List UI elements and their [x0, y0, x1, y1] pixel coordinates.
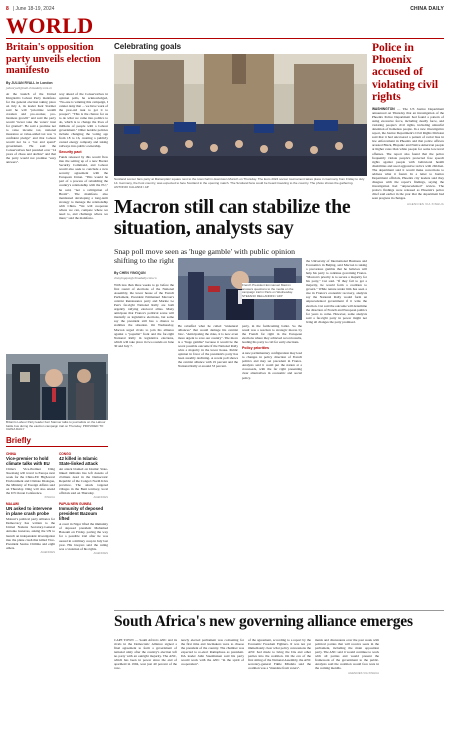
macron-body-col3: party, in the forthcoming ballot. So the result was a reaction to strategic moves by the French far right in the European elections where they achieved record results, leading his party to call for early elections.: [242, 324, 302, 345]
sa-divider: [114, 610, 444, 611]
brief-headline: UN asked to intervene in plane crash probe: [6, 506, 53, 517]
munich-fans-photo: [114, 54, 367, 176]
briefly-col-left: [6, 450, 55, 557]
macron-body-col4: the University of International Business and Economics in Beijing, said Macron is taking a precarious gamble that he believes will help his party to continue governing France. "Macron's priority is to secure a majority for his party," Cui said. "If they fail to get a majority, he would form a coalition to govern." While tenure under him has seen a rise in France's economic recovery, analysts say the National Rally would form an unprecedented government if it wins the election. Cui said the outcome will determine the direction of French and European politics for years to come. However, some analysts said a far-right party in power might not bring all changes the party promised.: [306, 259, 367, 324]
macron-deck: Snap poll move seen as 'huge gamble' with public opinion shifting to the right: [114, 247, 296, 265]
page-number: 8: [6, 6, 9, 12]
brief-text: China's Vice-Premier Ding Xuexiang will travel to Europe next week for the China-EU High-level Environment and Climate Dialogue, the Ministry of Foreign Affairs said on Thursday. Ding will also attend the UN Ocean Conference.: [6, 467, 55, 496]
sa-body-col4: ments and discussions over the past week with political parties that will receive seats in the parliament, including the main opposition party. The ANC said it would continue to work with all parties and would present the framework of the government to the public. Analysts said the coalition would face tests in the coming months.: [315, 638, 379, 671]
brief-agency: AGENCIES: [93, 495, 108, 500]
brief-headline: 42 killed in Islamic State-linked attack: [59, 456, 98, 466]
phoenix-article: [372, 42, 444, 206]
celebrating-caption: Scotland soccer fans party at Marienplatz square next to the town hall in downtown Munich on Thursday. The Euro 2024 soccer tournament takes place in Germany from Friday to July 14. Germany, the host country, was expected to face Scotland in the opening match. The Scotland fans could be heard traveling to the country. The photo shows the gathering. ANTONIO CALANNI / AP: [114, 177, 365, 189]
uk-email: julianryall@mail.chinadaily.com.cn: [6, 85, 53, 90]
edition-date: | June 18-19, 2024: [12, 6, 55, 12]
briefly-divider: [6, 446, 108, 447]
celebrating-title: Celebrating goals: [114, 42, 182, 51]
section-divider: [6, 38, 444, 39]
uk-body-col1: At the launch of the United Kingdom's Labour Party manifesto for the general election taking place on July 4, its leader Keir Starmer said he will "prioritize wealth creation and pro-worker, pro-business growth" and said the party would "never take the voters' trust for granted". He said a promise not to raise income tax, national insurance or value-added tax was "a confident pledge" and that Labour would not be a "tax and spend" government. He said the Conservatives had presided over "14 years of chaos and decline" and that the party would not promise "easy answers".: [6, 91, 56, 165]
phoenix-body: — The US Justice Department announced on Thursday that an investigation of the Phoenix Police Department had found a pattern of using excessive force, including deadly force, and violating people's civil rights, including unlawful detention of homeless people. In a new investigative report, the Justice Department's Civil Rights Division said that it had uncovered a pattern of racial bias in law enforcement in Phoenix and that police officers arrested Black, Hispanic and Native American people at higher rates than white people for some low-level offenses. The report also found that the police frequently violate people's protected free speech rights against people with behavioral health disabilities and used aggressive tactics with children. The department said it would make corrections to address what it found. In a letter to Justice Department officials, Phoenix city leaders said they disagree with the report's findings, saying the investigation had "unprecedented" review. The probe's findings were released as Phoenix's police chief said earlier in the year that the department had seen progress in changes.: [372, 107, 444, 201]
uk-photo-caption: Britain's Labour Party leader Keir Starmer talks to journalists on the Labour battle bus during the election campaign trail on Thursday. PROVIDED TO CHINA DAILY: [6, 420, 106, 432]
brief-agency: AGENCIES: [40, 549, 55, 554]
brief-text: Malawi's political party Alliance for Democracy has written to the United Nations Secretary-General Antonio Guterres, asking the UN to launch an independent investigation into the plane crash that killed Vice-President Saulos Chilima and eight others.: [6, 517, 55, 550]
macron-headline: Macron still can stabilize the situation, analysts say: [114, 196, 351, 239]
sa-body-col2: newly elected parliament was convening for the first time and lawmakers were to choose the president of the country. The chamber was expected to re-elect Ramaphosa as president. DA leader John Steenhuisen said his party would work with the ANC "in the spirit of cooperation".: [181, 638, 244, 667]
brief-headline: Vice-premier to hold climate talks with EU: [6, 456, 50, 466]
sa-body-col3: of the agreement, according to a report by the Economic Freedom Fighters. It was not yet immediately clear what policy concessions the ANC had made to bring the DA and other parties into the coalition. On the eve of the first sitting of the National Assembly, the ANC secretary-general Fikile Mbalula said the coalition was a "mandate from voters".: [248, 638, 311, 671]
sa-credit: AGENCIES VIA XINHUA: [348, 671, 379, 676]
sa-col4-wrap: [315, 638, 379, 675]
uk-article: [6, 42, 108, 220]
briefly-title: Briefly: [6, 436, 31, 445]
brief-location: MALAWI: [6, 502, 19, 507]
macron-photo-caption: French President Emmanuel Macron answers questions to the media on the campaign trail in Paris on Wednesday. STEFANO RELLANDINI / AFP: [242, 283, 302, 299]
sa-body-col1: CAPE TOWN — South Africa's ANC and its rivals in the Democratic Alliance signed a final agreement to form a government of national unity after the country's election left no party with an outright majority. The ANC, which has been in power since the end of apartheid in 1994, won just 40 percent of the vote.: [114, 638, 177, 671]
brief-text: An attack blamed on Islamic State-linked militants has left dozens of civilians dead in the Democratic Republic of the Congo's North Kivu province. The attack targeted villages in the Beni territory, local officials said on Thursday.: [59, 467, 108, 496]
brief-headline: Immunity of deposed president Bazoum lifted: [59, 506, 104, 522]
macron-email: chenyingqun@chinadaily.com.cn: [114, 276, 157, 280]
uk-body-col2: way ahead of the Conservatives in opinion polls, he acknowledged, "No-one is winning this campaign, I cannot deny that ... we have work of the year-old task to get it to prosper". "This is the chance for us to do what we came into politics to do, which is to change the lives of millions of people with a Labour government." Other notable policies include changing the voting age from 18 to 16, creating a publicly owned energy company and taking railways into public ownership.: [59, 91, 108, 149]
brief-location: CHINA: [6, 452, 17, 456]
brief-location: CONGO: [59, 452, 72, 456]
brand-name: CHINA DAILY: [410, 6, 444, 12]
brief-text: A court in Niger lifted the immunity of deposed president Mohamed Bazoum on Friday, paving the way for a possible trial after he was ousted in a military coup in July last year. His lawyers said the ruling was a violation of his rights.: [59, 522, 108, 551]
uk-headline: Britain's opposition party unveils election manifesto: [6, 42, 101, 76]
macron-body-col2: He rebuffed what he called "unnatural alliances" that would damage his centrist bloc. "Anticipating the risks, it is now even more urgent to save our country". The move is a "huge gamble" because it would be the worst possible outcome if the National Rally wins a majority in the lower house. Public opinion in favor of the president's party has been steadily declining. A recent poll shows the centrist alliance with 19 percent and the National Rally at around 33 percent.: [178, 324, 238, 369]
macron-subhead: Policy priorities: [242, 346, 269, 351]
macron-col3-wrap: [242, 324, 302, 380]
sa-headline: South Africa's new governing alliance emerges: [114, 613, 413, 630]
brief-agency: AGENCIES: [93, 550, 108, 555]
section-title: WORLD: [6, 13, 94, 38]
brief-location: PAPUA NEW GUINEA: [59, 502, 92, 507]
macron-body-col3b: A new parliamentary configuration may lead to changes in policy direction of French politics and may set precedent in France. Analysts said it could put the nation at a crossroads, with the far right presenting clear alternatives in economic and social policy.: [242, 351, 302, 380]
uk-body-col2b: Funds released by this would flow into the setting up of a new Border Security Command, and Labour would also seek to conclude a new security agreement with the European Union. "This would be part of a process of rebuilding the country's relationship with the EU," he said, "not a relitigation of Brexit". The manifesto also mentioned developing a long-term strategy to manage the relationship with China. "We will cooperate where we can, compete where we need to, and challenge where we must," said the manifesto.: [59, 155, 108, 220]
macron-body-col1: With less than three weeks to go before the first round of elections of the National Assembly, the lower house of the French Parliament, President Emmanuel Macron's centrist Renaissance party and Marine Le Pen's far-right National Rally are both urgently rallying electoral allies. Many anticipate that France's political scene will intensify as legislative elections, but some say the president still has a chance to stabilize the situation. On Wednesday, Macron urged rivals to join his alliance against a "populist" front and the far-right National Rally in legislative elections, which will take place in two rounds on June 30 and July 7.: [114, 283, 174, 348]
briefly-col-right: [59, 450, 108, 558]
phoenix-headline: Police in Phoenix accused of violating civil rights: [372, 42, 439, 103]
brief-agency: XINHUA: [44, 495, 55, 500]
uk-starmer-photo: [6, 354, 108, 420]
phoenix-dateline: WASHINGTON: [372, 107, 395, 112]
uk-subhead: Security pact: [59, 150, 82, 155]
phoenix-credit: AGENCIES VIA XINHUA: [407, 202, 444, 207]
macron-byline: By CHEN YINGQUN: [114, 271, 146, 275]
uk-byline: By JULIAN RYALL in London: [6, 80, 53, 85]
